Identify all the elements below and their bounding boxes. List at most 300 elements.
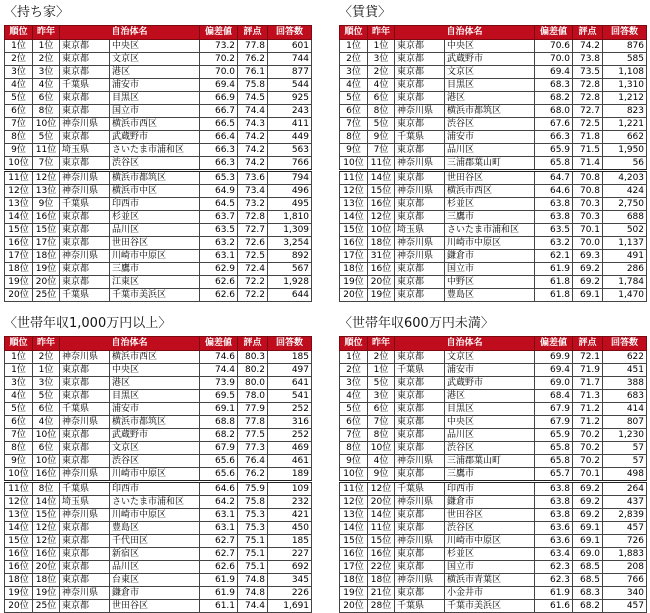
score-cell: 69.2 bbox=[573, 496, 603, 509]
prefecture-cell: 東京都 bbox=[395, 403, 445, 416]
deviation-cell: 68.0 bbox=[535, 105, 573, 118]
score-cell: 73.6 bbox=[238, 171, 268, 185]
table-row bbox=[340, 429, 647, 442]
score-cell: 76.2 bbox=[238, 468, 268, 482]
last-year-cell: 18位 bbox=[33, 574, 60, 587]
score-cell: 72.7 bbox=[238, 224, 268, 237]
responses-cell: 563 bbox=[268, 144, 312, 157]
municipality-cell: 横浜市西区 bbox=[445, 185, 535, 198]
last-year-cell: 15位 bbox=[368, 535, 395, 548]
rank-cell: 3位 bbox=[340, 66, 368, 79]
table-row bbox=[340, 157, 647, 171]
header-responses: 回答数 bbox=[268, 337, 312, 351]
responses-cell: 388 bbox=[603, 377, 647, 390]
prefecture-cell: 神奈川県 bbox=[395, 250, 445, 263]
prefecture-cell: 東京都 bbox=[395, 351, 445, 364]
last-year-cell: 10位 bbox=[368, 442, 395, 455]
prefecture-cell: 東京都 bbox=[395, 40, 445, 53]
header-responses: 回答数 bbox=[268, 26, 312, 40]
rank-cell: 10位 bbox=[5, 468, 33, 482]
deviation-cell: 66.4 bbox=[200, 131, 238, 144]
deviation-cell: 68.2 bbox=[200, 429, 238, 442]
rank-cell: 12位 bbox=[5, 185, 33, 198]
last-year-cell: 10位 bbox=[368, 224, 395, 237]
deviation-cell: 69.1 bbox=[200, 403, 238, 416]
panel-rental bbox=[339, 2, 646, 302]
responses-cell: 1,470 bbox=[603, 289, 647, 302]
header-deviation: 偏差値 bbox=[200, 26, 238, 40]
score-cell: 72.7 bbox=[573, 105, 603, 118]
score-cell: 74.3 bbox=[238, 118, 268, 131]
rank-cell: 9位 bbox=[340, 144, 368, 157]
rank-cell: 5位 bbox=[5, 403, 33, 416]
table-header-row bbox=[340, 337, 647, 351]
municipality-cell: 渋谷区 bbox=[110, 157, 200, 171]
prefecture-cell: 東京都 bbox=[395, 263, 445, 276]
prefecture-cell: 東京都 bbox=[395, 171, 445, 185]
responses-cell: 4,203 bbox=[603, 171, 647, 185]
deviation-cell: 64.6 bbox=[535, 185, 573, 198]
prefecture-cell: 神奈川県 bbox=[395, 105, 445, 118]
rank-cell: 1位 bbox=[5, 364, 33, 377]
rank-cell: 14位 bbox=[5, 211, 33, 224]
deviation-cell: 66.9 bbox=[200, 92, 238, 105]
responses-cell: 622 bbox=[603, 351, 647, 364]
municipality-cell: 品川区 bbox=[110, 561, 200, 574]
deviation-cell: 63.1 bbox=[200, 522, 238, 535]
responses-cell: 688 bbox=[603, 211, 647, 224]
table-row bbox=[340, 351, 647, 364]
municipality-cell: 渋谷区 bbox=[445, 118, 535, 131]
last-year-cell: 2位 bbox=[33, 351, 60, 364]
table-row bbox=[340, 468, 647, 482]
panel-income-over-10m bbox=[4, 313, 311, 613]
last-year-cell: 6位 bbox=[368, 403, 395, 416]
rank-cell: 18位 bbox=[340, 574, 368, 587]
prefecture-cell: 神奈川県 bbox=[395, 535, 445, 548]
prefecture-cell: 東京都 bbox=[60, 66, 110, 79]
deviation-cell: 61.9 bbox=[200, 587, 238, 600]
rank-cell: 18位 bbox=[5, 574, 33, 587]
deviation-cell: 63.5 bbox=[535, 224, 573, 237]
rank-cell: 8位 bbox=[5, 442, 33, 455]
prefecture-cell: 東京都 bbox=[60, 522, 110, 535]
score-cell: 77.3 bbox=[238, 442, 268, 455]
deviation-cell: 62.6 bbox=[200, 289, 238, 302]
municipality-cell: 横浜市西区 bbox=[110, 118, 200, 131]
header-last-year: 昨年 bbox=[33, 26, 60, 40]
deviation-cell: 66.3 bbox=[200, 157, 238, 171]
score-cell: 73.8 bbox=[573, 53, 603, 66]
municipality-cell: 港区 bbox=[110, 377, 200, 390]
rank-cell: 19位 bbox=[5, 276, 33, 289]
last-year-cell: 2位 bbox=[368, 66, 395, 79]
responses-cell: 1,310 bbox=[603, 79, 647, 92]
header-municipality: 自治体名 bbox=[395, 337, 535, 351]
deviation-cell: 67.6 bbox=[535, 118, 573, 131]
table-row bbox=[5, 131, 312, 144]
responses-cell: 2,750 bbox=[603, 198, 647, 211]
deviation-cell: 63.6 bbox=[535, 535, 573, 548]
table-row bbox=[340, 92, 647, 105]
responses-cell: 421 bbox=[268, 509, 312, 522]
last-year-cell: 7位 bbox=[368, 416, 395, 429]
rank-cell: 20位 bbox=[340, 600, 368, 613]
last-year-cell: 20位 bbox=[33, 561, 60, 574]
responses-cell: 544 bbox=[268, 79, 312, 92]
responses-cell: 457 bbox=[603, 600, 647, 613]
last-year-cell: 11位 bbox=[368, 157, 395, 171]
table-row bbox=[5, 53, 312, 66]
responses-cell: 892 bbox=[268, 250, 312, 263]
score-cell: 75.1 bbox=[238, 561, 268, 574]
prefecture-cell: 東京都 bbox=[395, 587, 445, 600]
score-cell: 74.8 bbox=[238, 587, 268, 600]
last-year-cell: 18位 bbox=[368, 574, 395, 587]
deviation-cell: 61.9 bbox=[200, 574, 238, 587]
deviation-cell: 64.7 bbox=[535, 171, 573, 185]
rank-cell: 9位 bbox=[5, 455, 33, 468]
rank-cell: 7位 bbox=[340, 118, 368, 131]
deviation-cell: 64.9 bbox=[200, 185, 238, 198]
last-year-cell: 14位 bbox=[33, 496, 60, 509]
rank-cell: 13位 bbox=[5, 509, 33, 522]
deviation-cell: 63.1 bbox=[200, 509, 238, 522]
last-year-cell: 4位 bbox=[33, 416, 60, 429]
table-row bbox=[5, 416, 312, 429]
table-row bbox=[340, 171, 647, 185]
municipality-cell: 武蔵野市 bbox=[445, 53, 535, 66]
prefecture-cell: 東京都 bbox=[395, 377, 445, 390]
table-row bbox=[340, 66, 647, 79]
score-cell: 75.3 bbox=[238, 522, 268, 535]
last-year-cell: 15位 bbox=[33, 224, 60, 237]
municipality-cell: 国立市 bbox=[445, 561, 535, 574]
responses-cell: 876 bbox=[603, 40, 647, 53]
deviation-cell: 66.7 bbox=[200, 105, 238, 118]
last-year-cell: 25位 bbox=[33, 289, 60, 302]
responses-cell: 1,810 bbox=[268, 211, 312, 224]
last-year-cell: 16位 bbox=[33, 211, 60, 224]
prefecture-cell: 東京都 bbox=[395, 416, 445, 429]
prefecture-cell: 東京都 bbox=[395, 390, 445, 403]
last-year-cell: 3位 bbox=[368, 53, 395, 66]
score-cell: 76.2 bbox=[238, 53, 268, 66]
municipality-cell: 印西市 bbox=[445, 482, 535, 496]
ranking-table bbox=[339, 25, 647, 302]
table-row bbox=[5, 496, 312, 509]
prefecture-cell: 東京都 bbox=[395, 66, 445, 79]
last-year-cell: 20位 bbox=[368, 496, 395, 509]
score-cell: 70.2 bbox=[573, 429, 603, 442]
deviation-cell: 63.8 bbox=[535, 496, 573, 509]
responses-cell: 495 bbox=[268, 198, 312, 211]
table-row bbox=[340, 263, 647, 276]
municipality-cell: 中野区 bbox=[445, 276, 535, 289]
score-cell: 75.1 bbox=[238, 535, 268, 548]
rank-cell: 9位 bbox=[340, 455, 368, 468]
table-header-row bbox=[5, 26, 312, 40]
rank-cell: 11位 bbox=[5, 482, 33, 496]
prefecture-cell: 千葉県 bbox=[395, 482, 445, 496]
responses-cell: 498 bbox=[603, 468, 647, 482]
prefecture-cell: 東京都 bbox=[60, 105, 110, 118]
table-row bbox=[5, 289, 312, 302]
ranking-table bbox=[4, 336, 312, 613]
table-row bbox=[5, 455, 312, 468]
prefecture-cell: 東京都 bbox=[395, 289, 445, 302]
municipality-cell: 世田谷区 bbox=[445, 509, 535, 522]
rank-cell: 15位 bbox=[340, 535, 368, 548]
rank-cell: 1位 bbox=[5, 40, 33, 53]
last-year-cell: 1位 bbox=[368, 40, 395, 53]
last-year-cell: 16位 bbox=[368, 263, 395, 276]
municipality-cell: 杉並区 bbox=[110, 211, 200, 224]
prefecture-cell: 東京都 bbox=[60, 157, 110, 171]
prefecture-cell: 千葉県 bbox=[60, 403, 110, 416]
prefecture-cell: 東京都 bbox=[395, 79, 445, 92]
prefecture-cell: 東京都 bbox=[60, 237, 110, 250]
prefecture-cell: 東京都 bbox=[60, 364, 110, 377]
last-year-cell: 12位 bbox=[33, 171, 60, 185]
responses-cell: 1,230 bbox=[603, 429, 647, 442]
responses-cell: 469 bbox=[268, 442, 312, 455]
deviation-cell: 64.2 bbox=[200, 496, 238, 509]
rank-cell: 16位 bbox=[5, 548, 33, 561]
deviation-cell: 65.8 bbox=[535, 442, 573, 455]
responses-cell: 644 bbox=[268, 289, 312, 302]
prefecture-cell: 神奈川県 bbox=[60, 118, 110, 131]
header-municipality: 自治体名 bbox=[60, 337, 200, 351]
score-cell: 74.2 bbox=[238, 157, 268, 171]
score-cell: 74.4 bbox=[238, 600, 268, 613]
table-row bbox=[5, 548, 312, 561]
rank-cell: 16位 bbox=[5, 237, 33, 250]
responses-cell: 502 bbox=[603, 224, 647, 237]
municipality-cell: 世田谷区 bbox=[110, 237, 200, 250]
last-year-cell: 13位 bbox=[33, 185, 60, 198]
header-responses: 回答数 bbox=[603, 26, 647, 40]
deviation-cell: 67.9 bbox=[535, 416, 573, 429]
table-row bbox=[5, 171, 312, 185]
last-year-cell: 1位 bbox=[368, 364, 395, 377]
responses-cell: 1,309 bbox=[268, 224, 312, 237]
score-cell: 77.9 bbox=[238, 403, 268, 416]
deviation-cell: 63.6 bbox=[535, 522, 573, 535]
table-row bbox=[5, 157, 312, 171]
prefecture-cell: 東京都 bbox=[395, 522, 445, 535]
prefecture-cell: 東京都 bbox=[60, 211, 110, 224]
municipality-cell: 渋谷区 bbox=[110, 455, 200, 468]
responses-cell: 585 bbox=[603, 53, 647, 66]
prefecture-cell: 神奈川県 bbox=[395, 237, 445, 250]
responses-cell: 411 bbox=[268, 118, 312, 131]
municipality-cell: さいたま市浦和区 bbox=[445, 224, 535, 237]
rank-cell: 13位 bbox=[5, 198, 33, 211]
municipality-cell: 印西市 bbox=[110, 482, 200, 496]
deviation-cell: 65.9 bbox=[535, 429, 573, 442]
deviation-cell: 70.0 bbox=[535, 53, 573, 66]
table-row bbox=[5, 429, 312, 442]
prefecture-cell: 東京都 bbox=[395, 276, 445, 289]
last-year-cell: 7位 bbox=[33, 157, 60, 171]
table-row bbox=[5, 522, 312, 535]
responses-cell: 766 bbox=[268, 157, 312, 171]
score-cell: 76.4 bbox=[238, 455, 268, 468]
table-row bbox=[5, 66, 312, 79]
prefecture-cell: 東京都 bbox=[60, 455, 110, 468]
last-year-cell: 19位 bbox=[33, 587, 60, 600]
table-header-row bbox=[5, 337, 312, 351]
municipality-cell: 文京区 bbox=[110, 442, 200, 455]
table-row bbox=[5, 40, 312, 53]
rank-cell: 4位 bbox=[340, 390, 368, 403]
municipality-cell: 港区 bbox=[445, 92, 535, 105]
table-row bbox=[5, 574, 312, 587]
score-cell: 69.3 bbox=[573, 250, 603, 263]
header-last-year: 昨年 bbox=[33, 337, 60, 351]
responses-cell: 185 bbox=[268, 351, 312, 364]
prefecture-cell: 東京都 bbox=[395, 509, 445, 522]
prefecture-cell: 神奈川県 bbox=[395, 157, 445, 171]
rank-cell: 2位 bbox=[340, 364, 368, 377]
prefecture-cell: 東京都 bbox=[60, 40, 110, 53]
prefecture-cell: 千葉県 bbox=[60, 289, 110, 302]
deviation-cell: 67.9 bbox=[200, 442, 238, 455]
municipality-cell: 豊島区 bbox=[110, 522, 200, 535]
table-row bbox=[340, 40, 647, 53]
deviation-cell: 62.7 bbox=[200, 535, 238, 548]
last-year-cell: 6位 bbox=[33, 92, 60, 105]
municipality-cell: 杉並区 bbox=[445, 548, 535, 561]
rank-cell: 14位 bbox=[340, 211, 368, 224]
rank-cell: 16位 bbox=[340, 237, 368, 250]
municipality-cell: 品川区 bbox=[445, 144, 535, 157]
rank-cell: 20位 bbox=[5, 289, 33, 302]
last-year-cell: 21位 bbox=[368, 587, 395, 600]
header-deviation: 偏差値 bbox=[535, 337, 573, 351]
score-cell: 72.6 bbox=[238, 237, 268, 250]
responses-cell: 56 bbox=[603, 157, 647, 171]
rank-cell: 15位 bbox=[340, 224, 368, 237]
last-year-cell: 18位 bbox=[33, 250, 60, 263]
municipality-cell: 港区 bbox=[445, 390, 535, 403]
last-year-cell: 8位 bbox=[33, 482, 60, 496]
deviation-cell: 61.9 bbox=[535, 263, 573, 276]
municipality-cell: 鎌倉市 bbox=[445, 250, 535, 263]
prefecture-cell: 神奈川県 bbox=[60, 185, 110, 198]
deviation-cell: 63.2 bbox=[200, 237, 238, 250]
score-cell: 70.1 bbox=[573, 468, 603, 482]
table-row bbox=[5, 211, 312, 224]
deviation-cell: 61.6 bbox=[535, 600, 573, 613]
score-cell: 72.8 bbox=[573, 92, 603, 105]
prefecture-cell: 神奈川県 bbox=[60, 351, 110, 364]
deviation-cell: 63.2 bbox=[535, 237, 573, 250]
header-last-year: 昨年 bbox=[368, 337, 395, 351]
prefecture-cell: 東京都 bbox=[60, 574, 110, 587]
rank-cell: 6位 bbox=[5, 416, 33, 429]
table-row bbox=[340, 144, 647, 157]
rank-cell: 15位 bbox=[5, 535, 33, 548]
municipality-cell: 鎌倉市 bbox=[110, 587, 200, 600]
prefecture-cell: 東京都 bbox=[60, 390, 110, 403]
score-cell: 69.1 bbox=[573, 522, 603, 535]
table-row bbox=[5, 79, 312, 92]
table-row bbox=[340, 364, 647, 377]
rank-cell: 16位 bbox=[340, 548, 368, 561]
municipality-cell: 川崎市中原区 bbox=[445, 535, 535, 548]
prefecture-cell: 東京都 bbox=[395, 144, 445, 157]
responses-cell: 1,221 bbox=[603, 118, 647, 131]
last-year-cell: 6位 bbox=[33, 442, 60, 455]
rank-cell: 13位 bbox=[340, 198, 368, 211]
responses-cell: 414 bbox=[603, 403, 647, 416]
municipality-cell: 川崎市中原区 bbox=[110, 468, 200, 482]
table-row bbox=[5, 587, 312, 600]
deviation-cell: 62.7 bbox=[200, 548, 238, 561]
responses-cell: 461 bbox=[268, 455, 312, 468]
score-cell: 68.2 bbox=[573, 600, 603, 613]
municipality-cell: 中央区 bbox=[445, 40, 535, 53]
header-last-year: 昨年 bbox=[368, 26, 395, 40]
table-row bbox=[5, 390, 312, 403]
rank-cell: 17位 bbox=[340, 250, 368, 263]
table-row bbox=[5, 377, 312, 390]
last-year-cell: 1位 bbox=[33, 40, 60, 53]
responses-cell: 189 bbox=[268, 468, 312, 482]
last-year-cell: 3位 bbox=[33, 66, 60, 79]
last-year-cell: 19位 bbox=[368, 289, 395, 302]
deviation-cell: 70.6 bbox=[535, 40, 573, 53]
header-score: 評点 bbox=[573, 337, 603, 351]
score-cell: 70.2 bbox=[573, 442, 603, 455]
prefecture-cell: 東京都 bbox=[60, 535, 110, 548]
table-row bbox=[340, 390, 647, 403]
municipality-cell: 台東区 bbox=[110, 574, 200, 587]
deviation-cell: 69.4 bbox=[535, 66, 573, 79]
header-rank: 順位 bbox=[340, 26, 368, 40]
responses-cell: 766 bbox=[603, 574, 647, 587]
deviation-cell: 65.9 bbox=[535, 144, 573, 157]
score-cell: 68.3 bbox=[573, 587, 603, 600]
table-row bbox=[340, 276, 647, 289]
rank-cell: 4位 bbox=[5, 79, 33, 92]
last-year-cell: 8位 bbox=[33, 105, 60, 118]
municipality-cell: 千葉市美浜区 bbox=[110, 289, 200, 302]
municipality-cell: 港区 bbox=[110, 66, 200, 79]
last-year-cell: 6位 bbox=[33, 403, 60, 416]
municipality-cell: 国立市 bbox=[110, 105, 200, 118]
prefecture-cell: 千葉県 bbox=[395, 131, 445, 144]
prefecture-cell: 埼玉県 bbox=[60, 496, 110, 509]
table-row bbox=[5, 105, 312, 118]
ranking-table bbox=[4, 25, 312, 302]
header-deviation: 偏差値 bbox=[200, 337, 238, 351]
municipality-cell: 武蔵野市 bbox=[110, 429, 200, 442]
table-row bbox=[340, 250, 647, 263]
responses-cell: 1,883 bbox=[603, 548, 647, 561]
table-row bbox=[5, 600, 312, 613]
score-cell: 72.2 bbox=[238, 289, 268, 302]
table-row bbox=[340, 403, 647, 416]
prefecture-cell: 千葉県 bbox=[395, 600, 445, 613]
deviation-cell: 65.3 bbox=[200, 171, 238, 185]
responses-cell: 1,137 bbox=[603, 237, 647, 250]
prefecture-cell: 神奈川県 bbox=[395, 455, 445, 468]
deviation-cell: 68.2 bbox=[535, 92, 573, 105]
prefecture-cell: 東京都 bbox=[60, 53, 110, 66]
